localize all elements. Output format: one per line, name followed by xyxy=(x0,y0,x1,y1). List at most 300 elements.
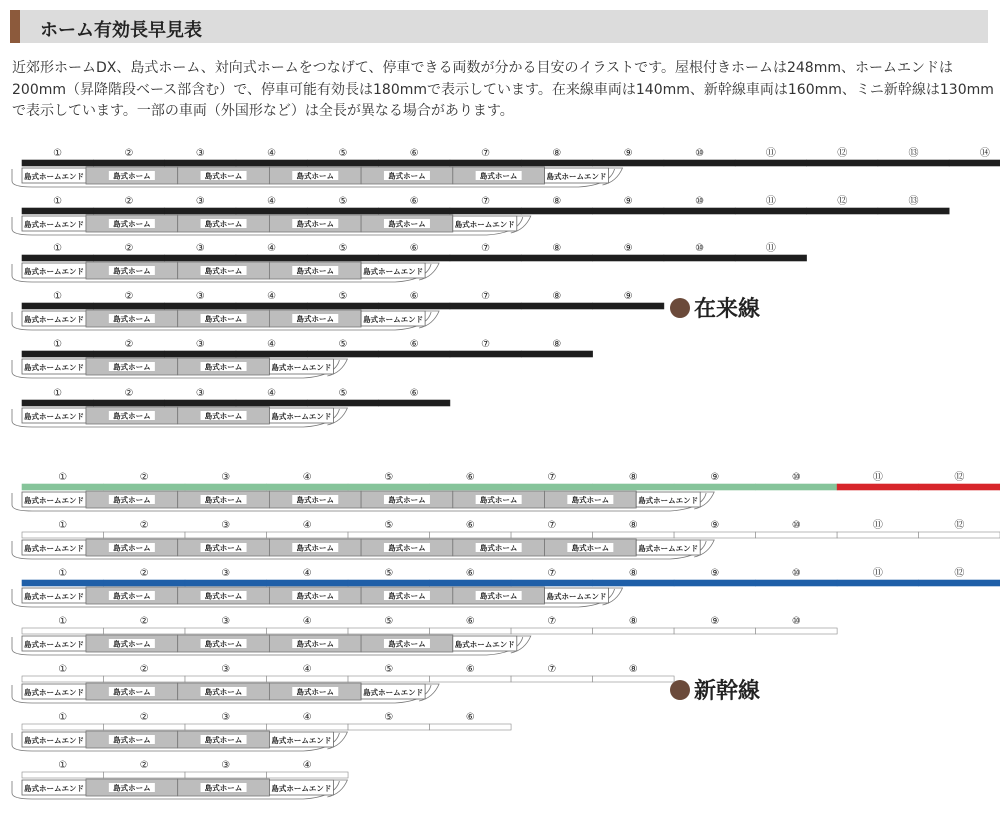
platform-end-label: 島式ホームエンド xyxy=(638,544,699,553)
car xyxy=(379,160,450,166)
car-number: ⑥ xyxy=(409,196,419,207)
car xyxy=(430,484,512,490)
car xyxy=(593,628,675,634)
car-number: ⑧ xyxy=(552,243,562,254)
car-number: ④ xyxy=(267,291,277,302)
car xyxy=(521,160,592,166)
car xyxy=(756,532,838,538)
platform-end-label: 島式ホームエンド xyxy=(271,412,332,421)
car-number: ⑨ xyxy=(710,568,720,579)
car-number: ① xyxy=(53,196,63,207)
car-number: ③ xyxy=(195,339,205,350)
car-number: ⑤ xyxy=(384,616,394,627)
car xyxy=(430,532,512,538)
car xyxy=(22,303,93,309)
platform-label: 島式ホーム xyxy=(113,639,151,649)
car xyxy=(450,303,521,309)
car xyxy=(185,724,267,730)
platform-label: 島式ホーム xyxy=(204,687,243,697)
platform-label: 島式ホーム xyxy=(204,591,243,601)
car xyxy=(22,772,104,778)
platform-end-label: 島式ホームエンド xyxy=(271,736,332,745)
car xyxy=(93,400,164,406)
car xyxy=(22,724,104,730)
platform-label: 島式ホーム xyxy=(113,219,151,229)
car-number: ⑥ xyxy=(465,568,475,579)
platform-end-label: 島式ホームエンド xyxy=(638,496,699,505)
car-number: ⑫ xyxy=(954,520,965,531)
car xyxy=(236,160,307,166)
car-number: ③ xyxy=(221,472,231,483)
car-number: ② xyxy=(124,148,134,159)
platform-label: 島式ホーム xyxy=(113,591,151,601)
car-number: ⑧ xyxy=(552,196,562,207)
car xyxy=(307,351,378,357)
platform-label: 島式ホーム xyxy=(204,362,243,372)
platform-end-label: 島式ホームエンド xyxy=(271,784,332,793)
car-number: ⑩ xyxy=(791,616,801,627)
car xyxy=(674,532,756,538)
car-number: ⑪ xyxy=(872,520,883,531)
car-number: ⑫ xyxy=(954,472,965,483)
car-number: ⑨ xyxy=(623,243,633,254)
car xyxy=(674,628,756,634)
car-number: ① xyxy=(58,616,68,627)
platform-label: 島式ホーム xyxy=(479,591,518,601)
car xyxy=(379,255,450,261)
car-number: ① xyxy=(53,291,63,302)
car-number: ① xyxy=(58,520,68,531)
car-number: ⑥ xyxy=(409,388,419,399)
car-number: ② xyxy=(124,339,134,350)
car xyxy=(267,676,349,682)
car-number: ⑪ xyxy=(765,243,776,254)
car-number: ⑩ xyxy=(695,196,705,207)
car-number: ① xyxy=(53,243,63,254)
car xyxy=(735,255,806,261)
platform-label: 島式ホーム xyxy=(113,735,151,745)
car xyxy=(22,160,93,166)
page-title: ホーム有効長早見表 xyxy=(40,20,202,41)
car xyxy=(22,400,93,406)
car-number: ③ xyxy=(195,291,205,302)
car xyxy=(593,532,675,538)
car xyxy=(267,532,349,538)
platform-end-label: 島式ホームエンド xyxy=(24,544,84,553)
car-number: ⑫ xyxy=(954,568,965,579)
car xyxy=(236,303,307,309)
platform-label: 島式ホーム xyxy=(296,543,334,553)
description-line: 近郊形ホームDX、島式ホーム、対向式ホームをつなげて、停車できる両数が分かる目安のイラストです。屋根付きホームは248mm、ホームエンドは xyxy=(12,60,953,76)
car xyxy=(348,532,430,538)
car xyxy=(521,303,592,309)
car xyxy=(165,208,236,214)
platform-label: 島式ホーム xyxy=(296,171,334,181)
car xyxy=(511,580,593,586)
car xyxy=(104,484,186,490)
car-number: ⑤ xyxy=(338,339,348,350)
car-number: ⑩ xyxy=(791,472,801,483)
platform-end-label: 島式ホームエンド xyxy=(24,412,84,421)
platform-end-label: 島式ホームエンド xyxy=(24,640,84,649)
car-number: ⑨ xyxy=(623,291,633,302)
platform-label: 島式ホーム xyxy=(296,639,334,649)
car xyxy=(307,400,378,406)
car xyxy=(267,484,349,490)
platform-label: 島式ホーム xyxy=(296,591,334,601)
car-number: ⑬ xyxy=(908,196,919,207)
car xyxy=(664,255,735,261)
car-number: ⑧ xyxy=(628,616,638,627)
car xyxy=(593,303,664,309)
car-number: ① xyxy=(58,568,68,579)
car xyxy=(430,724,512,730)
description-line: 200mm（昇降階段ベース部含む）で、停車可能有効長は180mmで表示しています。在来線車両は140mm、新幹線車両は160mm、ミニ新幹線は130mm xyxy=(12,81,994,98)
car-number: ⑦ xyxy=(481,148,491,159)
car-number: ⑪ xyxy=(765,196,776,207)
car-number: ③ xyxy=(195,196,205,207)
car xyxy=(430,628,512,634)
platform-label: 島式ホーム xyxy=(388,591,426,601)
description-line: で表示しています。一部の車両（外国形など）は全長が異なる場合があります。 xyxy=(12,103,514,119)
car-number: ④ xyxy=(302,520,312,531)
car xyxy=(379,303,450,309)
car-number: ③ xyxy=(221,760,231,771)
car xyxy=(756,580,838,586)
car xyxy=(22,580,104,586)
car xyxy=(267,772,349,778)
car-number: ⑫ xyxy=(837,196,848,207)
car-number: ③ xyxy=(221,616,231,627)
car xyxy=(756,628,838,634)
car xyxy=(593,484,675,490)
platform-end-label: 島式ホームエンド xyxy=(24,688,84,697)
platform-label: 島式ホーム xyxy=(296,495,334,505)
car xyxy=(267,724,349,730)
car-number: ⑧ xyxy=(628,664,638,675)
platform-end-label: 島式ホームエンド xyxy=(363,315,424,324)
car-number: ① xyxy=(58,760,68,771)
platform-label: 島式ホーム xyxy=(204,219,243,229)
platform-label: 島式ホーム xyxy=(204,543,243,553)
car xyxy=(348,628,430,634)
platform-label: 島式ホーム xyxy=(388,543,426,553)
car xyxy=(450,351,521,357)
car xyxy=(185,628,267,634)
car xyxy=(104,724,186,730)
car xyxy=(735,208,806,214)
car xyxy=(878,208,949,214)
platform-end-label: 島式ホームエンド xyxy=(363,267,424,276)
car-number: ⑤ xyxy=(338,291,348,302)
car-number: ⑥ xyxy=(409,339,419,350)
car-number: ⑩ xyxy=(791,520,801,531)
car xyxy=(807,208,878,214)
car-number: ⑦ xyxy=(547,472,557,483)
platform-end-label: 島式ホームエンド xyxy=(24,736,84,745)
platform-label: 島式ホーム xyxy=(571,495,610,505)
car-number: ⑧ xyxy=(552,339,562,350)
car xyxy=(735,160,806,166)
car xyxy=(837,532,919,538)
car-number: ③ xyxy=(195,388,205,399)
car-number: ④ xyxy=(302,760,312,771)
car xyxy=(348,676,430,682)
car-number: ① xyxy=(58,712,68,723)
car xyxy=(104,772,186,778)
car xyxy=(93,255,164,261)
car xyxy=(307,255,378,261)
car xyxy=(593,676,675,682)
car xyxy=(807,160,878,166)
car xyxy=(22,628,104,634)
car-number: ⑨ xyxy=(710,520,720,531)
car-number: ⑥ xyxy=(465,616,475,627)
car-number: ② xyxy=(139,568,149,579)
car-number: ④ xyxy=(302,712,312,723)
car xyxy=(450,255,521,261)
car-number: ② xyxy=(124,243,134,254)
platform-label: 島式ホーム xyxy=(204,735,243,745)
car xyxy=(664,160,735,166)
car xyxy=(919,532,1000,538)
car xyxy=(165,400,236,406)
car xyxy=(919,484,1000,490)
platform-label: 島式ホーム xyxy=(296,266,334,276)
platform-end-label: 島式ホームエンド xyxy=(454,220,515,229)
car xyxy=(593,580,675,586)
platform-end-label: 島式ホームエンド xyxy=(24,172,84,181)
platform-label: 島式ホーム xyxy=(388,639,426,649)
car xyxy=(511,676,593,682)
car xyxy=(511,628,593,634)
car-number: ⑦ xyxy=(481,243,491,254)
car-number: ② xyxy=(124,388,134,399)
car xyxy=(22,532,104,538)
car-number: ⑦ xyxy=(481,339,491,350)
car xyxy=(348,484,430,490)
car-number: ④ xyxy=(267,243,277,254)
car-number: ⑦ xyxy=(547,616,557,627)
car-number: ⑫ xyxy=(837,148,848,159)
platform-label: 島式ホーム xyxy=(479,543,518,553)
platform-label: 島式ホーム xyxy=(479,495,518,505)
platform-label: 島式ホーム xyxy=(296,687,334,697)
car-number: ② xyxy=(124,196,134,207)
car xyxy=(521,255,592,261)
car-number: ⑧ xyxy=(628,568,638,579)
car xyxy=(511,532,593,538)
platform-label: 島式ホーム xyxy=(113,266,151,276)
car xyxy=(511,484,593,490)
car-number: ④ xyxy=(267,148,277,159)
car xyxy=(379,208,450,214)
platform-label: 島式ホーム xyxy=(204,783,243,793)
platform-label: 島式ホーム xyxy=(113,411,151,421)
car-number: ⑨ xyxy=(710,616,720,627)
platform-label: 島式ホーム xyxy=(204,411,243,421)
platform-label: 島式ホーム xyxy=(388,219,426,229)
car-number: ③ xyxy=(195,148,205,159)
car xyxy=(236,351,307,357)
car-number: ⑬ xyxy=(908,148,919,159)
car xyxy=(307,208,378,214)
car-number: ⑪ xyxy=(765,148,776,159)
platform-label: 島式ホーム xyxy=(296,314,334,324)
platform-label: 島式ホーム xyxy=(113,495,151,505)
car xyxy=(104,532,186,538)
platform-end-label: 島式ホームエンド xyxy=(363,688,424,697)
car xyxy=(674,580,756,586)
car xyxy=(185,532,267,538)
car xyxy=(185,676,267,682)
car-number: ⑥ xyxy=(465,664,475,675)
car-number: ④ xyxy=(267,196,277,207)
car xyxy=(104,580,186,586)
car-number: ⑧ xyxy=(552,148,562,159)
car-number: ③ xyxy=(221,712,231,723)
platform-label: 島式ホーム xyxy=(113,783,151,793)
car xyxy=(674,484,756,490)
car xyxy=(949,160,1000,166)
car-number: ④ xyxy=(267,339,277,350)
car xyxy=(521,208,592,214)
car-number: ⑥ xyxy=(409,243,419,254)
car-number: ⑨ xyxy=(623,196,633,207)
car-number: ⑤ xyxy=(384,712,394,723)
car-number: ⑧ xyxy=(628,520,638,531)
car xyxy=(22,484,104,490)
car xyxy=(93,303,164,309)
car-number: ⑤ xyxy=(384,472,394,483)
car-number: ⑤ xyxy=(338,196,348,207)
platform-end-label: 島式ホームエンド xyxy=(24,220,84,229)
platform-end-label: 島式ホームエンド xyxy=(24,315,84,324)
car-number: ① xyxy=(53,339,63,350)
platform-end-label: 島式ホームエンド xyxy=(24,363,84,372)
platform-end-label: 島式ホームエンド xyxy=(24,496,84,505)
car-number: ① xyxy=(58,472,68,483)
car-number: ⑦ xyxy=(481,291,491,302)
platform-label: 島式ホーム xyxy=(571,543,610,553)
platform-label: 島式ホーム xyxy=(113,543,151,553)
car-number: ⑥ xyxy=(465,472,475,483)
car-number: ⑤ xyxy=(384,520,394,531)
car xyxy=(185,772,267,778)
car-number: ② xyxy=(139,760,149,771)
car xyxy=(165,160,236,166)
car-number: ⑤ xyxy=(338,243,348,254)
car xyxy=(756,484,838,490)
car xyxy=(837,580,919,586)
car-number: ④ xyxy=(302,664,312,675)
car-number: ④ xyxy=(302,568,312,579)
car xyxy=(593,160,664,166)
car-number: ⑩ xyxy=(791,568,801,579)
car xyxy=(165,303,236,309)
car-number: ⑤ xyxy=(338,148,348,159)
car xyxy=(104,676,186,682)
car xyxy=(236,255,307,261)
platform-end-label: 島式ホームエンド xyxy=(546,172,607,181)
car xyxy=(430,580,512,586)
car-number: ⑤ xyxy=(384,568,394,579)
car-number: ⑪ xyxy=(872,568,883,579)
car-number: ① xyxy=(53,148,63,159)
platform-label: 島式ホーム xyxy=(113,362,151,372)
car xyxy=(165,255,236,261)
car xyxy=(104,628,186,634)
platform-end-label: 島式ホームエンド xyxy=(454,640,515,649)
car-number: ⑦ xyxy=(481,196,491,207)
platform-label: 島式ホーム xyxy=(113,687,151,697)
car xyxy=(185,484,267,490)
platform-label: 島式ホーム xyxy=(113,171,151,181)
car xyxy=(593,255,664,261)
platform-label: 島式ホーム xyxy=(296,219,334,229)
car-number: ⑤ xyxy=(338,388,348,399)
car-number: ⑧ xyxy=(628,472,638,483)
car xyxy=(379,400,450,406)
car xyxy=(93,208,164,214)
car xyxy=(450,160,521,166)
platform-label: 島式ホーム xyxy=(479,171,518,181)
car xyxy=(165,351,236,357)
section-label-text: 在来線 xyxy=(694,297,761,322)
car-number: ⑪ xyxy=(872,472,883,483)
car xyxy=(22,351,93,357)
car-number: ① xyxy=(53,388,63,399)
car xyxy=(93,160,164,166)
car xyxy=(267,580,349,586)
car-number: ④ xyxy=(302,616,312,627)
car-number: ② xyxy=(139,520,149,531)
platform-label: 島式ホーム xyxy=(388,495,426,505)
car-number: ② xyxy=(139,664,149,675)
car-number: ⑦ xyxy=(547,568,557,579)
car-number: ③ xyxy=(221,664,231,675)
platform-end-label: 島式ホームエンド xyxy=(24,784,84,793)
car xyxy=(837,484,919,490)
car xyxy=(236,208,307,214)
platform-end-label: 島式ホームエンド xyxy=(24,267,84,276)
car-number: ⑩ xyxy=(695,243,705,254)
car-number: ⑦ xyxy=(547,664,557,675)
car xyxy=(664,208,735,214)
platform-label: 島式ホーム xyxy=(204,314,243,324)
platform-label: 島式ホーム xyxy=(113,314,151,324)
car xyxy=(22,208,93,214)
car xyxy=(236,400,307,406)
car-number: ② xyxy=(139,616,149,627)
car-number: ④ xyxy=(267,388,277,399)
car xyxy=(379,351,450,357)
car-number: ⑩ xyxy=(695,148,705,159)
car-number: ⑨ xyxy=(623,148,633,159)
car xyxy=(22,255,93,261)
car-number: ③ xyxy=(195,243,205,254)
platform-label: 島式ホーム xyxy=(204,639,243,649)
car xyxy=(430,676,512,682)
section-label-text: 新幹線 xyxy=(694,679,761,704)
car xyxy=(348,580,430,586)
car-number: ⑥ xyxy=(409,148,419,159)
car xyxy=(307,160,378,166)
platform-end-label: 島式ホームエンド xyxy=(24,592,84,601)
car-number: ⑥ xyxy=(409,291,419,302)
car xyxy=(307,303,378,309)
car-number: ⑧ xyxy=(552,291,562,302)
